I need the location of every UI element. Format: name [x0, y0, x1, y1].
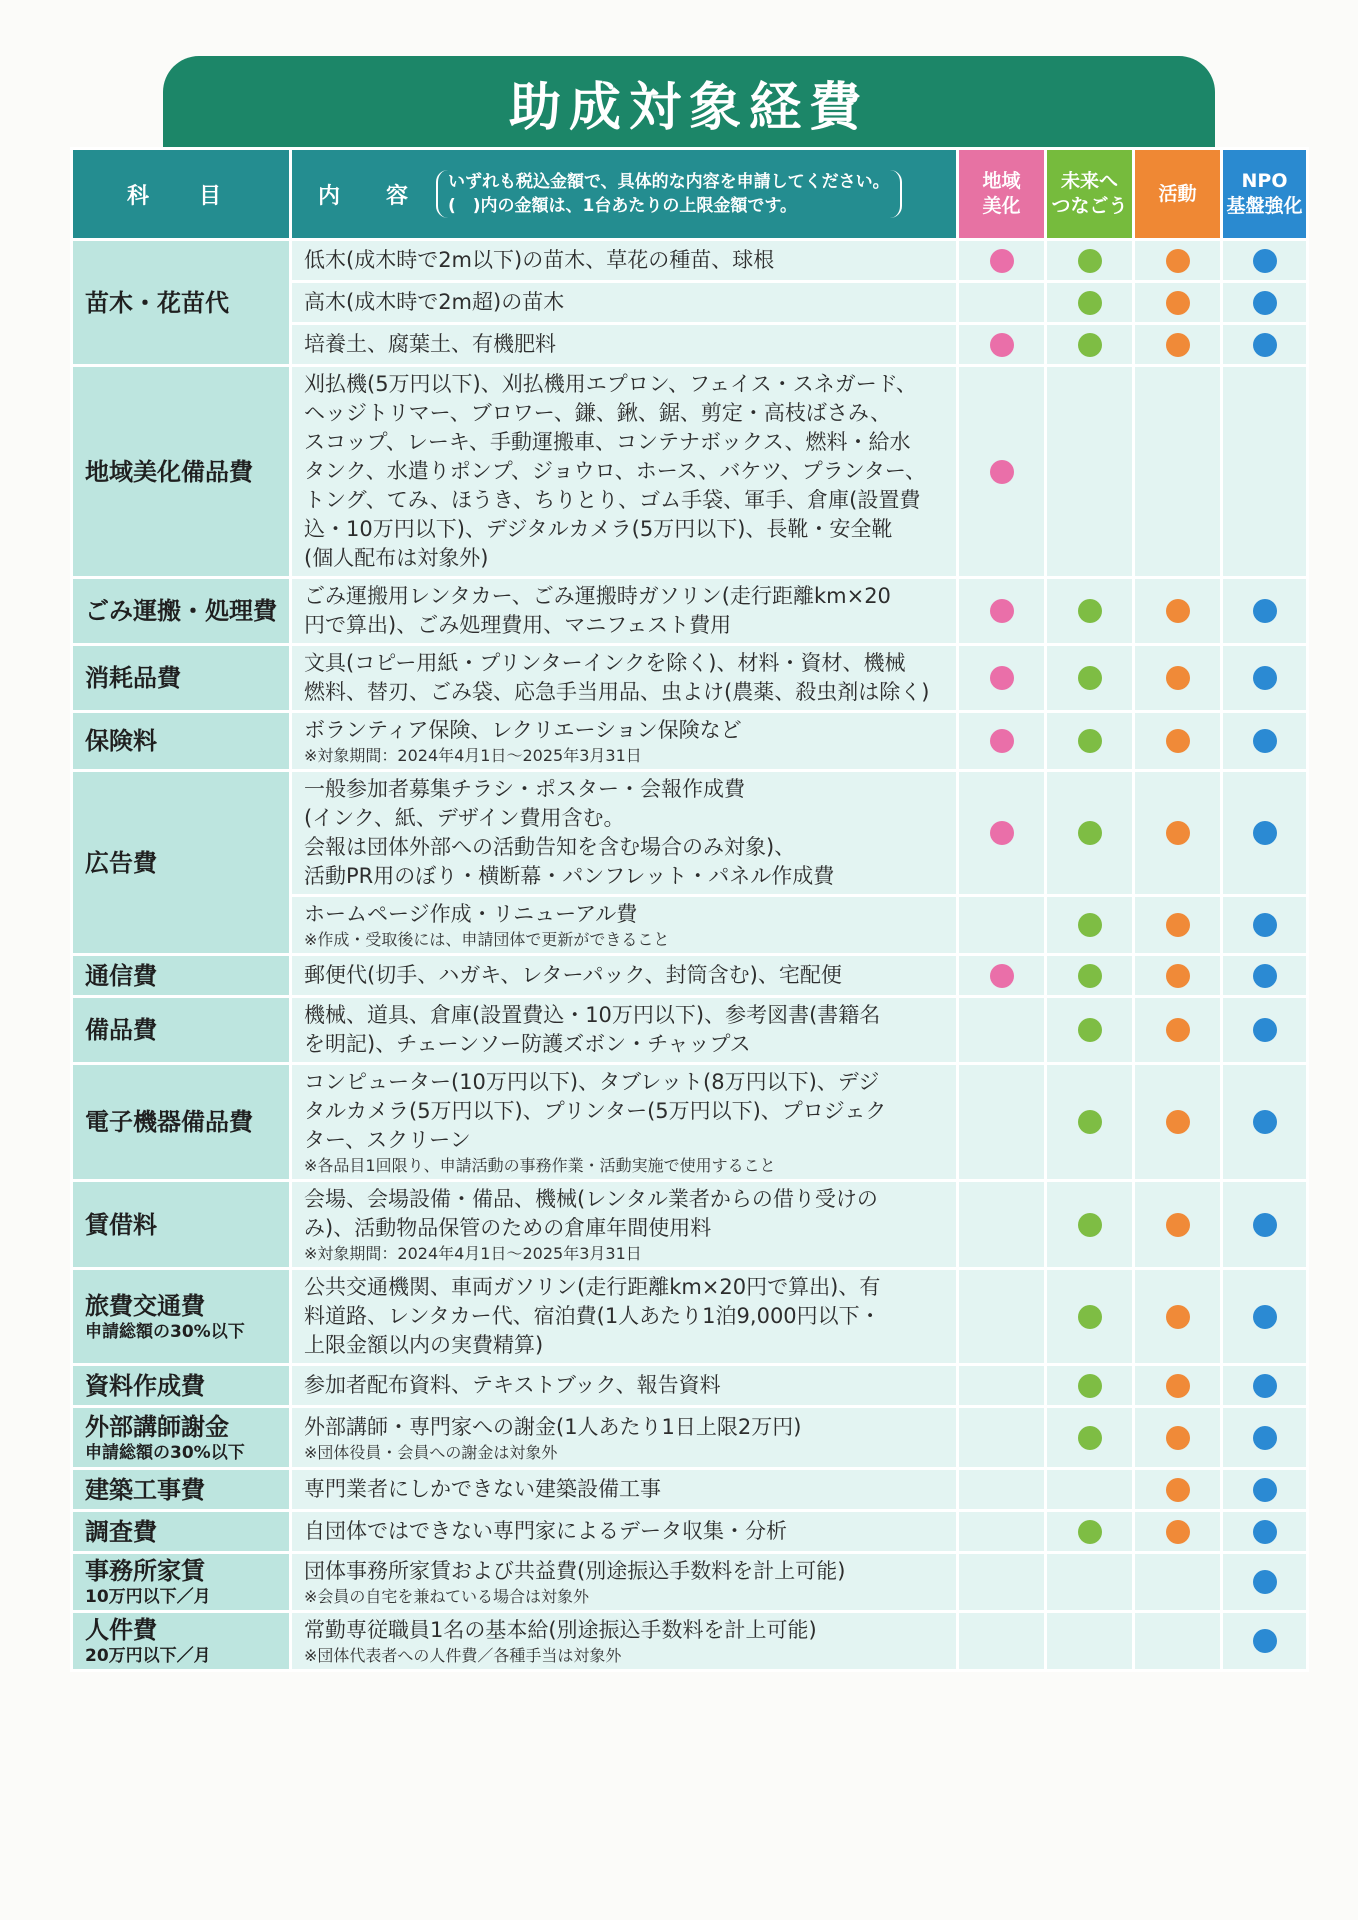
category-label: 広告費 — [85, 848, 157, 877]
mark-cell-katsudo — [1134, 240, 1222, 282]
orange-dot-icon — [1166, 1374, 1190, 1398]
header-col4-line2: 基盤強化 — [1226, 195, 1303, 217]
table-row — [72, 366, 1308, 578]
mark-cell-npo — [1222, 1365, 1308, 1407]
orange-dot-icon — [1166, 729, 1190, 753]
mark-cell-npo — [1222, 896, 1308, 955]
mark-cell-npo — [1222, 1612, 1308, 1671]
table-row — [72, 578, 1308, 645]
green-dot-icon — [1078, 1018, 1102, 1042]
content-line: 参加者配布資料、テキストブック、報告資料 — [304, 1373, 721, 1397]
category-cell — [72, 1269, 291, 1365]
header-note-line2: ( )内の金額は、1台あたりの上限金額です。 — [448, 196, 798, 216]
table-row — [72, 240, 1308, 282]
table-row — [72, 1181, 1308, 1269]
content-cell — [291, 1407, 958, 1469]
category-label: 備品費 — [85, 1016, 157, 1044]
table-row — [72, 1365, 1308, 1407]
green-dot-icon — [1078, 1213, 1102, 1237]
table-row — [72, 955, 1308, 997]
category-label: 資料作成費 — [85, 1371, 205, 1400]
mark-cell-mirai — [1046, 282, 1134, 324]
blue-dot-icon — [1253, 666, 1277, 690]
header-col1-line2: 美化 — [982, 195, 1021, 217]
mark-cell-chiiki-bika — [958, 1407, 1046, 1469]
content-cell — [291, 1612, 958, 1671]
mark-cell-npo — [1222, 1407, 1308, 1469]
green-dot-icon — [1078, 964, 1102, 988]
content-cell — [291, 324, 958, 366]
mark-cell-mirai — [1046, 645, 1134, 712]
content-line: 一般参加者募集チラシ・ポスター・会報作成費 — [304, 777, 745, 801]
mark-cell-katsudo — [1134, 1407, 1222, 1469]
content-line: 専門業者にしかできない建築設備工事 — [304, 1477, 661, 1501]
content-line: タンク、水遣りポンプ、ジョウロ、ホース、バケツ、プランター、 — [304, 459, 927, 483]
content-cell — [291, 1469, 958, 1511]
header-note-line1: いずれも税込金額で、具体的な内容を申請してください。 — [448, 172, 890, 192]
pink-dot-icon — [990, 333, 1014, 357]
mark-cell-npo — [1222, 997, 1308, 1064]
content-line: ボランティア保険、レクリエーション保険など — [304, 718, 742, 742]
green-dot-icon — [1078, 729, 1102, 753]
blue-dot-icon — [1253, 1629, 1277, 1653]
mark-cell-npo — [1222, 1269, 1308, 1365]
orange-dot-icon — [1166, 1520, 1190, 1544]
content-line: 常勤専従職員1名の基本給(別途振込手数料を計上可能) — [304, 1618, 817, 1642]
mark-cell-chiiki-bika — [958, 997, 1046, 1064]
mark-cell-mirai — [1046, 1064, 1134, 1181]
table-row — [72, 1553, 1308, 1612]
category-sublabel: 20万円以下／月 — [85, 1646, 211, 1666]
header-col3-label: 活動 — [1158, 182, 1197, 205]
header-col4-line1: NPO — [1241, 170, 1288, 192]
blue-dot-icon — [1253, 599, 1277, 623]
content-line: 機械、道具、倉庫(設置費込・10万円以下)、参考図書(書籍名 — [304, 1003, 881, 1027]
category-cell — [72, 771, 291, 955]
pink-dot-icon — [990, 964, 1014, 988]
green-dot-icon — [1078, 333, 1102, 357]
category-cell — [72, 1511, 291, 1553]
mark-cell-npo — [1222, 955, 1308, 997]
mark-cell-mirai — [1046, 1553, 1134, 1612]
content-line: を明記)、チェーンソー防護ズボン・チャップス — [304, 1032, 751, 1056]
content-line: 活動PR用のぼり・横断幕・パンフレット・パネル作成費 — [304, 864, 835, 888]
content-line: 団体事務所家賃および共益費(別途振込手数料を計上可能) — [304, 1559, 846, 1583]
mark-cell-npo — [1222, 324, 1308, 366]
blue-dot-icon — [1253, 1110, 1277, 1134]
mark-cell-chiiki-bika — [958, 240, 1046, 282]
mark-cell-mirai — [1046, 1511, 1134, 1553]
content-cell — [291, 240, 958, 282]
green-dot-icon — [1078, 291, 1102, 315]
table-row — [72, 712, 1308, 771]
content-line: 円で算出)、ごみ処理費用、マニフェスト費用 — [304, 613, 732, 637]
orange-dot-icon — [1166, 333, 1190, 357]
table-body — [72, 240, 1308, 1671]
pink-dot-icon — [990, 666, 1014, 690]
mark-cell-npo — [1222, 1469, 1308, 1511]
header-note — [436, 170, 902, 218]
content-line: 低木(成木時で2m以下)の苗木、草花の種苗、球根 — [304, 248, 775, 272]
content-line: 燃料、替刃、ごみ袋、応急手当用品、虫よけ(農薬、殺虫剤は除く) — [304, 680, 930, 704]
mark-cell-mirai — [1046, 955, 1134, 997]
orange-dot-icon — [1166, 821, 1190, 845]
blue-dot-icon — [1253, 1213, 1277, 1237]
blue-dot-icon — [1253, 249, 1277, 273]
green-dot-icon — [1078, 821, 1102, 845]
blue-dot-icon — [1253, 1520, 1277, 1544]
mark-cell-npo — [1222, 645, 1308, 712]
content-line: 高木(成木時で2m超)の苗木 — [304, 290, 565, 314]
content-note: ※団体役員・会員への謝金は対象外 — [304, 1442, 558, 1462]
mark-cell-chiiki-bika — [958, 1269, 1046, 1365]
mark-cell-chiiki-bika — [958, 645, 1046, 712]
header-col2-line1: 未来へ — [1060, 170, 1118, 192]
pink-dot-icon — [990, 821, 1014, 845]
mark-cell-katsudo — [1134, 1064, 1222, 1181]
green-dot-icon — [1078, 1374, 1102, 1398]
content-cell — [291, 712, 958, 771]
blue-dot-icon — [1253, 1374, 1277, 1398]
content-note: ※対象期間：2024年4月1日〜2025年3月31日 — [304, 1244, 642, 1263]
mark-cell-chiiki-bika — [958, 771, 1046, 896]
category-cell — [72, 1469, 291, 1511]
content-line: 込・10万円以下)、デジタルカメラ(5万円以下)、長靴・安全靴 — [304, 517, 893, 541]
mark-cell-npo — [1222, 1511, 1308, 1553]
category-label: 人件費 — [85, 1616, 157, 1644]
header-content — [291, 149, 958, 240]
content-line: 上限金額以内の実費精算) — [304, 1333, 544, 1357]
mark-cell-katsudo — [1134, 1269, 1222, 1365]
content-line: (個人配布は対象外) — [304, 546, 489, 570]
mark-cell-katsudo — [1134, 997, 1222, 1064]
mark-cell-katsudo — [1134, 896, 1222, 955]
content-cell — [291, 366, 958, 578]
blue-dot-icon — [1253, 821, 1277, 845]
blue-dot-icon — [1253, 913, 1277, 937]
header-col-katsudo — [1134, 149, 1222, 240]
mark-cell-mirai — [1046, 1365, 1134, 1407]
mark-cell-npo — [1222, 366, 1308, 578]
category-cell — [72, 366, 291, 578]
category-label: 電子機器備品費 — [85, 1108, 253, 1136]
orange-dot-icon — [1166, 249, 1190, 273]
mark-cell-chiiki-bika — [958, 712, 1046, 771]
mark-cell-npo — [1222, 578, 1308, 645]
title-banner — [163, 56, 1215, 148]
mark-cell-mirai — [1046, 997, 1134, 1064]
green-dot-icon — [1078, 913, 1102, 937]
content-line: トング、てみ、ほうき、ちりとり、ゴム手袋、軍手、倉庫(設置費 — [304, 488, 921, 512]
content-cell — [291, 578, 958, 645]
mark-cell-katsudo — [1134, 955, 1222, 997]
mark-cell-npo — [1222, 1553, 1308, 1612]
mark-cell-npo — [1222, 282, 1308, 324]
pink-dot-icon — [990, 249, 1014, 273]
table-row — [72, 1612, 1308, 1671]
content-line: 公共交通機関、車両ガソリン(走行距離km×20円で算出)、有 — [304, 1275, 881, 1299]
table-row — [72, 645, 1308, 712]
content-line: 培養土、腐葉土、有機肥料 — [304, 332, 556, 356]
mark-cell-mirai — [1046, 1612, 1134, 1671]
mark-cell-mirai — [1046, 578, 1134, 645]
orange-dot-icon — [1166, 1305, 1190, 1329]
content-cell — [291, 1553, 958, 1612]
expense-table — [70, 147, 1309, 1672]
category-label: 保険料 — [85, 727, 157, 755]
mark-cell-mirai — [1046, 1407, 1134, 1469]
category-label: 建築工事費 — [85, 1475, 205, 1504]
category-label: 苗木・花苗代 — [85, 288, 229, 317]
content-line: タルカメラ(5万円以下)、プリンター(5万円以下)、プロジェク — [304, 1099, 887, 1123]
orange-dot-icon — [1166, 1018, 1190, 1042]
mark-cell-katsudo — [1134, 1365, 1222, 1407]
mark-cell-mirai — [1046, 240, 1134, 282]
mark-cell-mirai — [1046, 324, 1134, 366]
orange-dot-icon — [1166, 1426, 1190, 1450]
mark-cell-mirai — [1046, 1269, 1134, 1365]
content-note: ※対象期間：2024年4月1日〜2025年3月31日 — [304, 746, 642, 765]
blue-dot-icon — [1253, 1305, 1277, 1329]
category-sublabel: 申請総額の30%以下 — [85, 1321, 245, 1342]
mark-cell-npo — [1222, 1064, 1308, 1181]
content-cell — [291, 896, 958, 955]
mark-cell-npo — [1222, 771, 1308, 896]
header-col2-line2: つなごう — [1051, 195, 1128, 217]
category-sublabel: 10万円以下／月 — [85, 1587, 211, 1607]
mark-cell-katsudo — [1134, 366, 1222, 578]
mark-cell-mirai — [1046, 366, 1134, 578]
mark-cell-katsudo — [1134, 1469, 1222, 1511]
pink-dot-icon — [990, 599, 1014, 623]
category-cell — [72, 1612, 291, 1671]
category-cell — [72, 1407, 291, 1469]
green-dot-icon — [1078, 1305, 1102, 1329]
orange-dot-icon — [1166, 1110, 1190, 1134]
header-content-title: 内 容 — [318, 183, 421, 209]
page-title: 助成対象経費 — [508, 77, 869, 138]
category-cell — [72, 240, 291, 366]
content-line: ホームページ作成・リニューアル費 — [304, 902, 638, 926]
blue-dot-icon — [1253, 964, 1277, 988]
content-cell — [291, 282, 958, 324]
blue-dot-icon — [1253, 1018, 1277, 1042]
content-cell — [291, 1181, 958, 1269]
orange-dot-icon — [1166, 1213, 1190, 1237]
mark-cell-mirai — [1046, 896, 1134, 955]
category-label: 地域美化備品費 — [85, 457, 253, 486]
content-note: ※各品目1回限り、申請活動の事務作業・活動実施で使用すること — [304, 1156, 776, 1175]
orange-dot-icon — [1166, 913, 1190, 937]
category-cell — [72, 997, 291, 1064]
header-col1-line1: 地域 — [982, 170, 1021, 192]
table-row — [72, 1469, 1308, 1511]
mark-cell-mirai — [1046, 712, 1134, 771]
blue-dot-icon — [1253, 729, 1277, 753]
orange-dot-icon — [1166, 666, 1190, 690]
content-line: 料道路、レンタカー代、宿泊費(1人あたり1泊9,000円以下・ — [304, 1304, 881, 1328]
mark-cell-chiiki-bika — [958, 1181, 1046, 1269]
blue-dot-icon — [1253, 1426, 1277, 1450]
pink-dot-icon — [990, 460, 1014, 484]
category-cell — [72, 645, 291, 712]
category-cell — [72, 1181, 291, 1269]
content-line: み)、活動物品保管のための倉庫年間使用料 — [304, 1216, 712, 1240]
mark-cell-chiiki-bika — [958, 578, 1046, 645]
mark-cell-mirai — [1046, 1181, 1134, 1269]
content-cell — [291, 645, 958, 712]
content-line: 会場、会場設備・備品、機械(レンタル業者からの借り受けの — [304, 1187, 878, 1211]
blue-dot-icon — [1253, 333, 1277, 357]
mark-cell-katsudo — [1134, 578, 1222, 645]
mark-cell-chiiki-bika — [958, 1612, 1046, 1671]
blue-dot-icon — [1253, 291, 1277, 315]
table-row — [72, 1269, 1308, 1365]
content-line: 郵便代(切手、ハガキ、レターパック、封筒含む)、宅配便 — [304, 963, 842, 987]
mark-cell-chiiki-bika — [958, 1553, 1046, 1612]
mark-cell-chiiki-bika — [958, 282, 1046, 324]
mark-cell-chiiki-bika — [958, 366, 1046, 578]
pink-dot-icon — [990, 729, 1014, 753]
content-line: 外部講師・専門家への謝金(1人あたり1日上限2万円) — [304, 1414, 802, 1439]
blue-dot-icon — [1253, 1570, 1277, 1594]
category-label: 旅費交通費 — [85, 1291, 205, 1320]
category-cell — [72, 955, 291, 997]
header-col-mirai — [1046, 149, 1134, 240]
content-line: ター、スクリーン — [304, 1128, 471, 1152]
mark-cell-chiiki-bika — [958, 1511, 1046, 1553]
green-dot-icon — [1078, 1426, 1102, 1450]
mark-cell-katsudo — [1134, 712, 1222, 771]
category-cell — [72, 1064, 291, 1181]
mark-cell-katsudo — [1134, 771, 1222, 896]
orange-dot-icon — [1166, 291, 1190, 315]
blue-dot-icon — [1253, 1478, 1277, 1502]
content-line: 自団体ではできない専門家によるデータ収集・分析 — [304, 1519, 787, 1543]
table-row — [72, 997, 1308, 1064]
category-label: 調査費 — [85, 1517, 157, 1546]
content-line: (インク、紙、デザイン費用含む。 — [304, 806, 625, 830]
mark-cell-katsudo — [1134, 645, 1222, 712]
content-line: 文具(コピー用紙・プリンターインクを除く)、材料・資材、機械 — [304, 651, 906, 675]
mark-cell-mirai — [1046, 771, 1134, 896]
content-line: ヘッジトリマー、ブロワー、鎌、鍬、鋸、剪定・高枝ばさみ、 — [304, 401, 892, 425]
content-cell — [291, 997, 958, 1064]
content-cell — [291, 1365, 958, 1407]
category-cell — [72, 1365, 291, 1407]
category-sublabel: 申請総額の30%以下 — [85, 1442, 245, 1463]
header-col-chiiki-bika — [958, 149, 1046, 240]
mark-cell-npo — [1222, 240, 1308, 282]
content-line: 刈払機(5万円以下)、刈払機用エプロン、フェイス・スネガード、 — [304, 372, 917, 396]
category-label: 賃借料 — [85, 1210, 157, 1239]
orange-dot-icon — [1166, 1478, 1190, 1502]
green-dot-icon — [1078, 666, 1102, 690]
content-cell — [291, 1064, 958, 1181]
table-row — [72, 1511, 1308, 1553]
content-line: ごみ運搬用レンタカー、ごみ運搬時ガソリン(走行距離km×20 — [304, 584, 891, 608]
category-label: 外部講師謝金 — [85, 1412, 229, 1441]
mark-cell-katsudo — [1134, 1612, 1222, 1671]
content-line: コンピューター(10万円以下)、タブレット(8万円以下)、デジ — [304, 1070, 880, 1094]
mark-cell-chiiki-bika — [958, 1365, 1046, 1407]
green-dot-icon — [1078, 249, 1102, 273]
content-note: ※作成・受取後には、申請団体で更新ができること — [304, 930, 670, 949]
content-note: ※会員の自宅を兼ねている場合は対象外 — [304, 1587, 590, 1606]
content-cell — [291, 955, 958, 997]
content-cell — [291, 1511, 958, 1553]
mark-cell-katsudo — [1134, 1553, 1222, 1612]
category-cell — [72, 578, 291, 645]
green-dot-icon — [1078, 1520, 1102, 1544]
mark-cell-chiiki-bika — [958, 1469, 1046, 1511]
mark-cell-npo — [1222, 1181, 1308, 1269]
table-row — [72, 771, 1308, 896]
content-line: 会報は団体外部への活動告知を含む場合のみ対象)、 — [304, 835, 796, 859]
orange-dot-icon — [1166, 599, 1190, 623]
table-row — [72, 1064, 1308, 1181]
orange-dot-icon — [1166, 964, 1190, 988]
mark-cell-chiiki-bika — [958, 1064, 1046, 1181]
green-dot-icon — [1078, 599, 1102, 623]
content-cell — [291, 771, 958, 896]
green-dot-icon — [1078, 1110, 1102, 1134]
mark-cell-chiiki-bika — [958, 324, 1046, 366]
content-line: スコップ、レーキ、手動運搬車、コンテナボックス、燃料・給水 — [304, 430, 911, 454]
content-cell — [291, 1269, 958, 1365]
header-col-npo — [1222, 149, 1308, 240]
mark-cell-katsudo — [1134, 324, 1222, 366]
table-row — [72, 1407, 1308, 1469]
category-label: 事務所家賃 — [85, 1557, 205, 1585]
category-label: 通信費 — [85, 961, 157, 990]
mark-cell-mirai — [1046, 1469, 1134, 1511]
mark-cell-chiiki-bika — [958, 955, 1046, 997]
content-note: ※団体代表者への人件費／各種手当は対象外 — [304, 1646, 622, 1665]
category-label: 消耗品費 — [85, 664, 181, 692]
mark-cell-katsudo — [1134, 1511, 1222, 1553]
table-header-row — [72, 149, 1308, 240]
category-cell — [72, 1553, 291, 1612]
category-cell — [72, 712, 291, 771]
mark-cell-npo — [1222, 712, 1308, 771]
category-label: ごみ運搬・処理費 — [85, 597, 277, 625]
mark-cell-katsudo — [1134, 282, 1222, 324]
mark-cell-katsudo — [1134, 1181, 1222, 1269]
mark-cell-chiiki-bika — [958, 896, 1046, 955]
header-subject: 科 目 — [72, 149, 291, 240]
